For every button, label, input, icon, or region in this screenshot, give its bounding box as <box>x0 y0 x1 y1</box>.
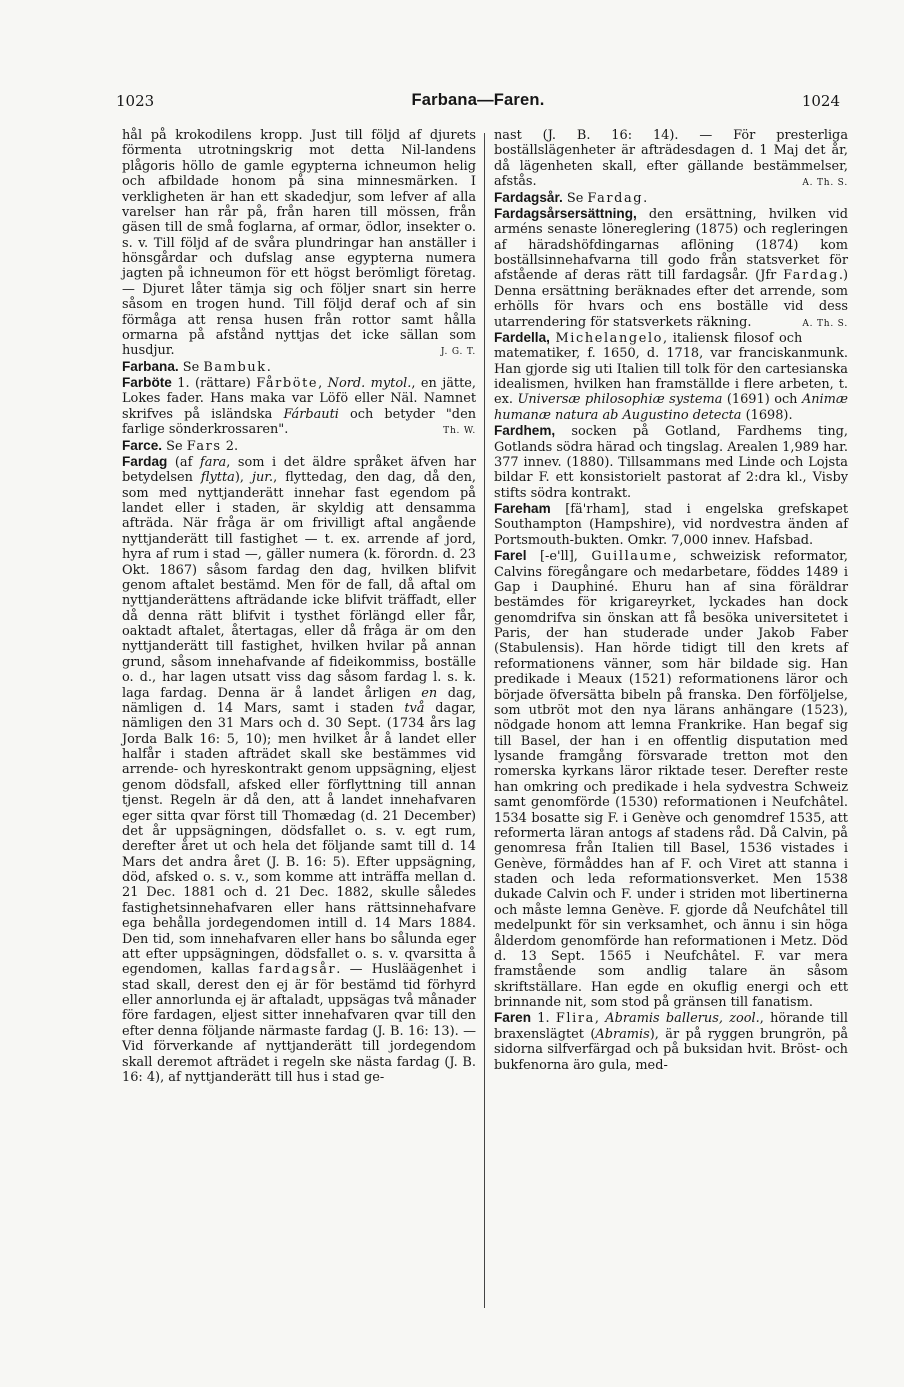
entry-text: , <box>318 376 328 391</box>
entry-headword: Fardag <box>122 453 168 469</box>
running-title: Farbana—Faren. <box>411 91 545 109</box>
author-signature: A. Th. S. <box>802 178 848 189</box>
italic-text: Abramis <box>595 1026 650 1042</box>
entry-farbote <box>122 375 476 438</box>
entry-text: (af <box>167 454 200 470</box>
entry-text: ), är på ryggen brungrön, på sidorna silfverfärgad och på buksidan hvit. Bröst- och bukfenorna äro gula, med- <box>494 1026 849 1073</box>
column-divider <box>484 133 485 1308</box>
entry-fardag <box>122 454 476 1085</box>
entry-headword: Fardagsårsersättning, <box>494 205 637 221</box>
italic-text: Fárbauti <box>283 406 339 422</box>
entry-farel <box>494 548 848 1010</box>
italic-text: Universæ philosophiæ systema <box>517 392 723 408</box>
entry-text: , en jätte, Lokes fader. Hans maka var Löfö eller Näl. Namnet skrifves på isländska <box>122 376 476 422</box>
entry-text: Se <box>162 438 187 454</box>
entry-fareham <box>494 501 848 548</box>
entry-text: , flyttedag, den dag, då den, som med nyttjanderätt innehar fast egendom på landet eller i staden, är skyldig att densamma afträda. När fråga är om frivilligt aftal angående nyttjanderätt till fastighet — t. ex. arrende af jord, hyra af rum i stad —, gäller numera (k. förordn. d. 23 Okt. 1867) såsom fardag den dag, hvilken blifvit genom aftalet bestämd. Men för de fall, då aftal om nyttjanderättens afträdande icke blifvit träffadt, eller då denna rätt blifvit i tysthet förlängd eller får, oaktadt aftalet, återtagas, eller då fråga är om den nyttjanderätt till fastighet, hvilken hvilar på annan grund, såsom innehafvande af fideikommiss, boställe o. d., har lagen utsatt viss dag såsom fardag l. s. k. laga fardag. Denna är å landet årligen <box>122 470 476 701</box>
entry-text: , <box>594 1011 606 1027</box>
entry-text: 1. <box>531 1011 556 1027</box>
entry-text: [fä'rham], stad i engelska grefskapet Southampton (Hampshire), vid nordvestra änden af Portsmouth-bukten. Omkr. 7,000 innev. Hafsbad. <box>494 502 848 548</box>
entry-faren <box>494 1010 848 1073</box>
spaced-reference: Fardag <box>587 190 644 206</box>
entry-headword: Farböte <box>122 375 172 390</box>
entry-fardhem <box>494 423 848 501</box>
entry-krokodil <box>122 128 476 359</box>
italic-text: Animæ humanæ natura ab Augustino detecta <box>494 392 849 423</box>
entry-text: . <box>643 190 648 206</box>
entry-text: Se <box>562 190 588 206</box>
entry-fardagsarsersattning <box>494 206 848 330</box>
author-signature: Th. W. <box>443 426 476 437</box>
entry-text: hål på krokodilens kropp. Just till följd af djurets förmenta utrotningskrig mot detta Nil-landens plågoris höllo de gamle egypterna ichneumon helig och afbildade honom på sina minnesmärken. I verkligheten är han ett skadedjur, som lefver af alla varelser han rår på, från haren till mössen, från gäsen till de små foglarna, af ormar, ödlor, insekter o. s. v. Till följd af de svåra plundringar han anställer i hönsgårdar och dufslag anse egypterna numera jagten på ichneumon för ett högst berömligt företag. — Djuret låter tämja sig och följer snart sin herre såsom en trogen hund. Till följd deraf och af sin förmåga att rensa husen från rottor samt hålla ormarna på afstånd nyttjas det icke sällan som husdjur. <box>122 128 476 359</box>
entry-headword: Fardhem, <box>494 423 556 439</box>
entry-headword: Farce. <box>122 437 163 453</box>
entry-fardella <box>494 330 848 423</box>
entry-text: [-e'll], <box>526 549 592 565</box>
italic-text: Nord. mytol. <box>327 376 412 391</box>
entry-text: och betyder "den farlige sönderkrossaren". <box>122 406 476 438</box>
entry-text: .) Denna ersättning beräknades efter det arrende, som erhölls för hvars och ens boställe vid dess utarrendering för statsverkets räkning. <box>494 268 848 330</box>
spaced-reference: Guillaume <box>591 549 673 565</box>
italic-text: jur. <box>251 470 274 486</box>
entry-headword: Fardagsår. <box>494 189 563 205</box>
spaced-reference: fardagsår <box>258 962 337 978</box>
right-column <box>494 128 848 1073</box>
entry-fardagsar <box>494 190 848 206</box>
entry-farce <box>122 438 476 454</box>
page-number-left: 1023 <box>116 92 155 110</box>
entry-text: 2. <box>221 438 239 454</box>
spaced-reference: Fårböte <box>256 376 319 391</box>
page-header <box>116 92 840 114</box>
entry-headword: Farbana. <box>122 358 179 374</box>
entry-text: . <box>266 359 271 375</box>
author-signature: J. G. T. <box>440 347 476 358</box>
author-signature: A. Th. S. <box>802 318 848 329</box>
entry-fardag-cont <box>494 128 848 190</box>
italic-text: Abramis ballerus, zool. <box>605 1011 760 1027</box>
entry-text: , hörande till braxenslägtet ( <box>494 1011 849 1042</box>
left-column <box>122 128 476 1085</box>
entry-text: , schweizisk reformator, Calvins föregångare och medarbetare, föddes 1489 i Gap i Dauphiné. Ehuru han af sina föräldrar bestämdes för krigareyrket, lyckades han dock genomdrifva sin önskan att få besöka universitetet i Paris, der han studerade under Jakob Faber (Stabulensis). Han hörde tidigt till den krets af reformationens vänner, som här bildade sig. Han predikade i Meaux (1521) reformationens läror och började öfversätta bibeln på franska. Den förföljelse, som utbröt mot den nya lärans anhängare (1523), nödgade honom att lemna Frankrike. Han begaf sig till Basel, der han i en offentlig disputation med lysande framgång försvarade tretton mot den romerska kyrkans läror riktade teser. Derefter reste han omkring och predikade i hela sydvestra Schweiz samt genomförde (1530) reformationen i Neufchâtel. 1534 bosatte sig F. i Genève och genomdref 1535, att reformerta läran antogs af stadens råd. Då Calvin, på genomresa från Italien till Basel, 1536 vistades i Genève, förmåddes han af F. och Viret att stanna i staden och leda reformationsverket. Men 1538 dukade Calvin och F. under i striden mot libertinerna och måste lemna Genève. F. gjorde då Neufchâtel till medelpunkt för sin verksamhet, och ännu i sin höga ålderdom genomförde han reformationen i Metz. Död d. 13 Sept. 1565 i Neufchâtel. F. var mera framstående som andlig talare än såsom skriftställare. Han egde en okuflig energi och ett brinnande nit, som stod på gränsen till fanatism. <box>494 549 849 1010</box>
entry-text: nast (J. B. 16: 14). — För presterliga boställslägenheter är afträdesdagen d. 1 Maj det år, då lägenheten skall, efter gällande bestämmelser, afstås. <box>494 128 848 190</box>
entry-text: ), <box>234 470 252 486</box>
entry-headword: Faren <box>494 1010 532 1026</box>
entry-text: . — Husläägenhet i stad skall, derest den ej är för bestämd tid förhyrd eller annorlunda ej är aftaladt, uppsägas två månader före fardagen, eljest sitter innehafvaren qvar till den efter denna följande närmaste fardag (J. B. 16: 13). — Vid förverkande af nyttjanderätt till jordegendom skall deremot afträdet i regeln ske nästa fardag (J. B. 16: 4), af nyttjanderätt till hus i stad ge- <box>122 962 476 1085</box>
spaced-reference: Bambuk <box>203 359 267 375</box>
entry-text: , som i det äldre språket äfven har betydelsen <box>122 454 476 486</box>
entry-text: socken på Gotland, Fardhems ting, Gotlands södra härad och tingslag. Arealen 1,989 har. 377 innev. (1880). Tillsammans med Linde och Lojsta bildar F. ett konsistorielt pastorat af 2:dra kl., Visby stifts södra kontrakt. <box>494 424 848 501</box>
spaced-reference: Fars <box>186 438 222 454</box>
italic-text: två <box>404 700 425 716</box>
entry-headword: Fardella, <box>494 329 550 345</box>
entry-text: Se <box>178 359 204 375</box>
entry-text: 1. (rättare) <box>171 376 257 391</box>
spaced-reference: Flira <box>555 1011 595 1027</box>
entry-headword: Fareham <box>494 501 551 516</box>
entry-text: den ersättning, hvilken vid arméns senaste lönereglering (1875) och regleringen af häradshöfdingarnas aflöning (1874) kom boställsinnehafvarna till godo från statsverket för afstående af deras rätt till fardagsår. (Jfr <box>494 206 848 284</box>
entry-farbana <box>122 359 476 375</box>
entry-text: dagar, nämligen den 31 Mars och d. 30 Sept. (1734 års lag Jorda Balk 16: 5, 10); men hvilket år å landet eller halfår i staden afträdet skall ske bestämmes vid arrende- och hyreskontrakt genom uppsägning, eljest genom dödsfall, afsked eller förflyttning till annan tjenst. Regeln är då den, att å landet innehafvaren eger sitta qvar först till Thomædag (d. 21 December) det år uppsägningen, dödsfallet o. s. v. egt rum, derefter året ut och hela det följande samt till d. 14 Mars det andra året (J. B. 16: 5). Efter uppsägning, död, afsked o. s. v., som komme att inträffa mellan d. 21 Dec. 1881 och d. 21 Dec. 1882, skulle således fastighetsinnehafvaren eller hans rättsinnehafvare ega behålla jordegendomen intill d. 14 Mars 1884. Den tid, som innehafvaren eller hans bo sålunda eger att efter uppsägningen, dödsfallet o. s. v. qvarsitta å egendomen, kallas <box>122 700 476 978</box>
entry-text: (1691) och <box>722 392 802 408</box>
entry-text: dag, nämligen d. 14 Mars, samt i staden <box>122 685 476 716</box>
italic-text: fara <box>199 454 227 470</box>
italic-text: en <box>421 685 438 701</box>
entry-text: , italiensk filosof och matematiker, f. 1650, d. 1718, var franciskanmunk. Han gjorde sig uti Italien till tolk för den cartesianska idealismen, hvilken han framställde i flere arbeten, t. ex. <box>494 330 848 408</box>
italic-text: flytta <box>200 470 235 486</box>
entry-text: (1698). <box>741 407 793 423</box>
spaced-reference: Fardag <box>783 268 839 284</box>
spaced-reference: Michelangelo <box>555 330 664 346</box>
page-number-right: 1024 <box>801 92 840 110</box>
entry-headword: Farel <box>494 548 527 564</box>
